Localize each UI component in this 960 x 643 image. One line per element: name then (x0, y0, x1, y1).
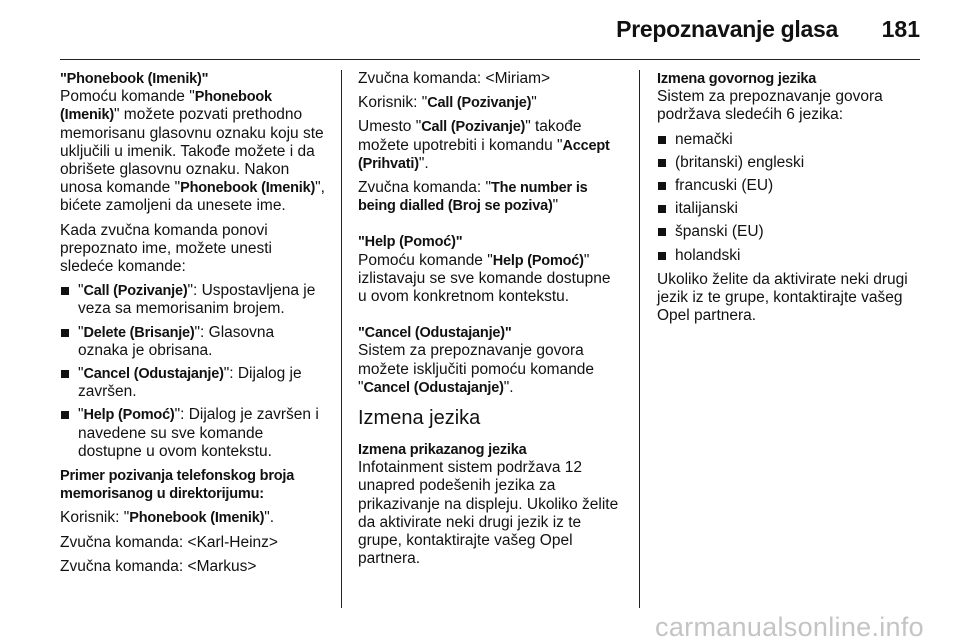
section-title-language: Izmena jezika (358, 407, 481, 430)
section-heading-help: "Help (Pomoć)" (358, 234, 463, 251)
example-voice-line-1: Zvučna komanda: <Karl-Heinz> (60, 533, 278, 551)
list-item: španski (EU) (657, 223, 922, 241)
help-text: Pomoću komande "Help (Pomoć)" izlistavaju se sve komande dostupne u ovom konkretnom kontekstu. (358, 251, 611, 306)
phonebook-intro: Pomoću komande "Phonebook (Imenik)" možete pozvati prethodno memorisanu glasovnu oznaku koju ste uključili u imenik. Takođe možete i da obrišete glasovnu oznaku. Nakon unosa komande "Phonebook (Imenik)", bićete zamoljeni da unesete ime. (60, 88, 325, 215)
column-divider-1 (341, 70, 342, 608)
bullet-icon (658, 159, 666, 167)
example-voice-line-2: Zvučna komanda: <Markus> (60, 557, 257, 575)
example-heading: Primer pozivanja telefonskog broja memorisanog u direktorijumu: (60, 468, 295, 503)
page-number: 181 (881, 16, 920, 42)
bullet-icon (658, 205, 666, 213)
column-1 (60, 70, 325, 582)
column-2 (358, 70, 623, 574)
bullet-icon (61, 370, 69, 378)
example-voice-line-4: Zvučna komanda: "The number is being dialled (Broj se poziva)" (358, 179, 588, 215)
list-item: nemački (657, 131, 922, 149)
list-item: "Delete (Brisanje)": Glasovna oznaka je obrisana. (60, 324, 325, 360)
list-item: italijanski (657, 200, 922, 218)
speech-language-outro: Ukoliko želite da aktivirate neki drugi jezik iz te grupe, kontaktirajte vašeg Opel partnera. (657, 270, 908, 325)
display-language-text: Infotainment sistem podržava 12 unapred podešenih jezika za prikazivanje na displeju. Ukoliko želite da aktivirate neki drugi jezik iz te grupe, kontaktirajte vašeg Opel partnera. (358, 459, 619, 568)
list-item: (britanski) engleski (657, 154, 922, 172)
section-heading-phonebook: "Phonebook (Imenik)" (60, 71, 209, 87)
list-item: "Cancel (Odustajanje)": Dijalog je završen. (60, 365, 325, 401)
header-divider (60, 59, 920, 60)
list-item: "Call (Pozivanje)": Uspostavljena je veza sa memorisanim brojem. (60, 282, 325, 318)
bullet-icon (658, 252, 666, 260)
example-user-line-2: Korisnik: "Call (Pozivanje)" (358, 94, 537, 112)
language-list (657, 131, 922, 265)
column-3 (657, 70, 922, 331)
display-language-heading: Izmena prikazanog jezika (358, 442, 527, 459)
list-item: francuski (EU) (657, 177, 922, 195)
speech-language-intro: Sistem za prepoznavanje govora podržava sledećih 6 jezika: (657, 88, 883, 124)
list-item: holandski (657, 247, 922, 265)
page-header (0, 0, 960, 60)
list-item: "Help (Pomoć)": Dijalog je završen i navedene su sve komande dostupne u ovom kontekstu. (60, 406, 325, 461)
bullet-icon (658, 182, 666, 190)
bullet-icon (61, 329, 69, 337)
bullet-icon (61, 287, 69, 295)
command-list (60, 282, 325, 461)
section-heading-cancel: "Cancel (Odustajanje)" (358, 325, 512, 342)
phonebook-para2: Kada zvučna komanda ponovi prepoznato ime, možete unesti sledeće komande: (60, 221, 272, 276)
bullet-icon (658, 228, 666, 236)
cancel-text: Sistem za prepoznavanje govora možete isključiti pomoću komande "Cancel (Odustajanje)". (358, 342, 595, 396)
watermark: carmanualsonline.info (655, 612, 924, 642)
accept-alternative: Umesto "Call (Pozivanje)" takođe možete upotrebiti i komandu "Accept (Prihvati)". (358, 118, 610, 172)
column-divider-2 (639, 70, 640, 608)
speech-language-heading: Izmena govornog jezika (657, 71, 817, 87)
example-voice-line-3: Zvučna komanda: <Miriam> (358, 70, 551, 87)
bullet-icon (61, 411, 69, 419)
example-user-line: Korisnik: "Phonebook (Imenik)". (60, 509, 275, 527)
bullet-icon (658, 136, 666, 144)
page-title: Prepoznavanje glasa (616, 16, 838, 42)
